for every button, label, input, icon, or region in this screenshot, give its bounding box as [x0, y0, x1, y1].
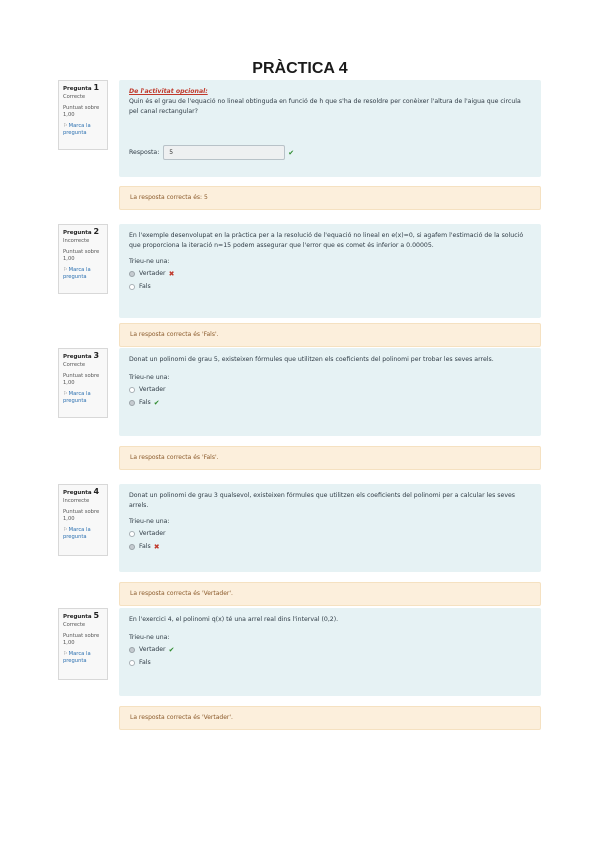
radio-button[interactable] [129, 271, 135, 277]
page-title: PRÀCTICA 4 [252, 60, 348, 77]
question-grade: Puntuat sobre 1,00 [63, 633, 100, 646]
radio-button[interactable] [129, 531, 135, 537]
choose-label: Trieu-ne una: [129, 374, 170, 381]
choose-label: Trieu-ne una: [129, 634, 170, 641]
radio-button[interactable] [129, 544, 135, 550]
flag-icon: ⚐ [63, 391, 68, 397]
flag-question-link[interactable] [63, 651, 103, 665]
question-label: Pregunta [63, 86, 92, 92]
flag-question-link[interactable] [63, 527, 103, 541]
question-state: Incorrecte [63, 238, 90, 244]
optional-activity-link[interactable]: De l'activitat opcional: [129, 88, 208, 95]
option-label: Vertader [139, 645, 166, 653]
question-grade: Puntuat sobre 1,00 [63, 509, 100, 522]
question-grade: Puntuat sobre 1,00 [63, 249, 100, 262]
question-state: Correcte [63, 94, 86, 100]
question-state: Correcte [63, 362, 86, 368]
radio-button[interactable] [129, 284, 135, 290]
feedback-box-5: La resposta correcta és 'Vertader'. [119, 706, 541, 730]
flag-label: Marca la pregunta [63, 527, 91, 540]
choose-label: Trieu-ne una: [129, 258, 170, 265]
radio-button[interactable] [129, 660, 135, 666]
option-vertader[interactable] [129, 383, 531, 396]
question-state: Correcte [63, 622, 86, 628]
question-info-5 [58, 608, 108, 680]
option-label: Fals [139, 282, 151, 290]
correct-check-icon: ✔ [168, 645, 175, 654]
radio-button[interactable] [129, 387, 135, 393]
question-text: Donat un polinomi de grau 3 qualsevol, existeixen fórmules que utilitzen els coeficients del polinomi per a calcular les seves arrels. [129, 492, 516, 509]
incorrect-cross-icon: ✖ [153, 542, 160, 551]
question-label: Pregunta [63, 230, 92, 236]
question-text: En l'exemple desenvolupat en la pràctica per a la resolució de l'equació no lineal en e(x)=0, si agafem l'estimació de la solució que proporciona la iteració n=15 podem assegurar que l'error que es comet és inferior a 0.00005. [129, 232, 524, 249]
question-label: Pregunta [63, 490, 92, 496]
feedback-box-4: La resposta correcta és 'Vertader'. [119, 582, 541, 606]
question-box-2 [119, 224, 541, 318]
question-text: Donat un polinomi de grau 5, existeixen fórmules que utilitzen els coeficients del polinomi per trobar les seves arrels. [129, 356, 494, 363]
question-number: 1 [93, 83, 100, 92]
feedback-box-1: La resposta correcta és: 5 [119, 186, 541, 210]
question-grade: Puntuat sobre 1,00 [63, 105, 100, 118]
question-label: Pregunta [63, 354, 92, 360]
flag-label: Marca la pregunta [63, 123, 91, 136]
answer-row [129, 145, 531, 160]
option-label: Vertader [139, 529, 166, 537]
option-label: Fals [139, 542, 151, 550]
question-info-1 [58, 80, 108, 150]
question-text: En l'exercici 4, el polinomi q(x) té una arrel real dins l'interval (0,2). [129, 616, 339, 623]
option-label: Vertader [139, 269, 166, 277]
flag-question-link[interactable] [63, 123, 103, 137]
question-label: Pregunta [63, 614, 92, 620]
option-fals[interactable] [129, 280, 531, 293]
choose-label: Trieu-ne una: [129, 518, 170, 525]
question-number: 5 [93, 611, 100, 620]
option-vertader[interactable] [129, 267, 531, 280]
option-label: Vertader [139, 385, 166, 393]
correct-check-icon: ✔ [153, 398, 160, 407]
answer-input[interactable] [163, 145, 285, 160]
radio-button[interactable] [129, 400, 135, 406]
question-state: Incorrecte [63, 498, 90, 504]
flag-label: Marca la pregunta [63, 651, 91, 664]
flag-icon: ⚐ [63, 267, 68, 273]
question-number: 3 [93, 351, 100, 360]
option-vertader[interactable] [129, 643, 531, 656]
question-box-1 [119, 80, 541, 177]
feedback-box-2: La resposta correcta és 'Fals'. [119, 323, 541, 347]
flag-icon: ⚐ [63, 651, 68, 657]
flag-icon: ⚐ [63, 123, 68, 129]
option-label: Fals [139, 398, 151, 406]
question-number: 2 [93, 227, 100, 236]
option-fals[interactable] [129, 656, 531, 669]
question-grade: Puntuat sobre 1,00 [63, 373, 100, 386]
answer-label: Resposta: [129, 148, 160, 156]
question-info-3 [58, 348, 108, 418]
question-box-3 [119, 348, 541, 436]
option-label: Fals [139, 658, 151, 666]
radio-button[interactable] [129, 647, 135, 653]
flag-label: Marca la pregunta [63, 267, 91, 280]
question-info-2 [58, 224, 108, 294]
flag-question-link[interactable] [63, 267, 103, 281]
flag-icon: ⚐ [63, 527, 68, 533]
question-text: Quin és el grau de l'equació no lineal obtinguda en funció de h que s'ha de resoldre per conèixer l'altura de l'aigua que circula pel canal rectangular? [129, 98, 521, 115]
option-vertader[interactable] [129, 527, 531, 540]
question-box-5 [119, 608, 541, 696]
flag-label: Marca la pregunta [63, 391, 91, 404]
incorrect-cross-icon: ✖ [168, 269, 175, 278]
correct-check-icon: ✔ [288, 148, 295, 157]
option-fals[interactable] [129, 396, 531, 409]
feedback-box-3: La resposta correcta és 'Fals'. [119, 446, 541, 470]
flag-question-link[interactable] [63, 391, 103, 405]
option-fals[interactable] [129, 540, 531, 553]
question-info-4 [58, 484, 108, 556]
question-number: 4 [93, 487, 100, 496]
question-box-4 [119, 484, 541, 572]
